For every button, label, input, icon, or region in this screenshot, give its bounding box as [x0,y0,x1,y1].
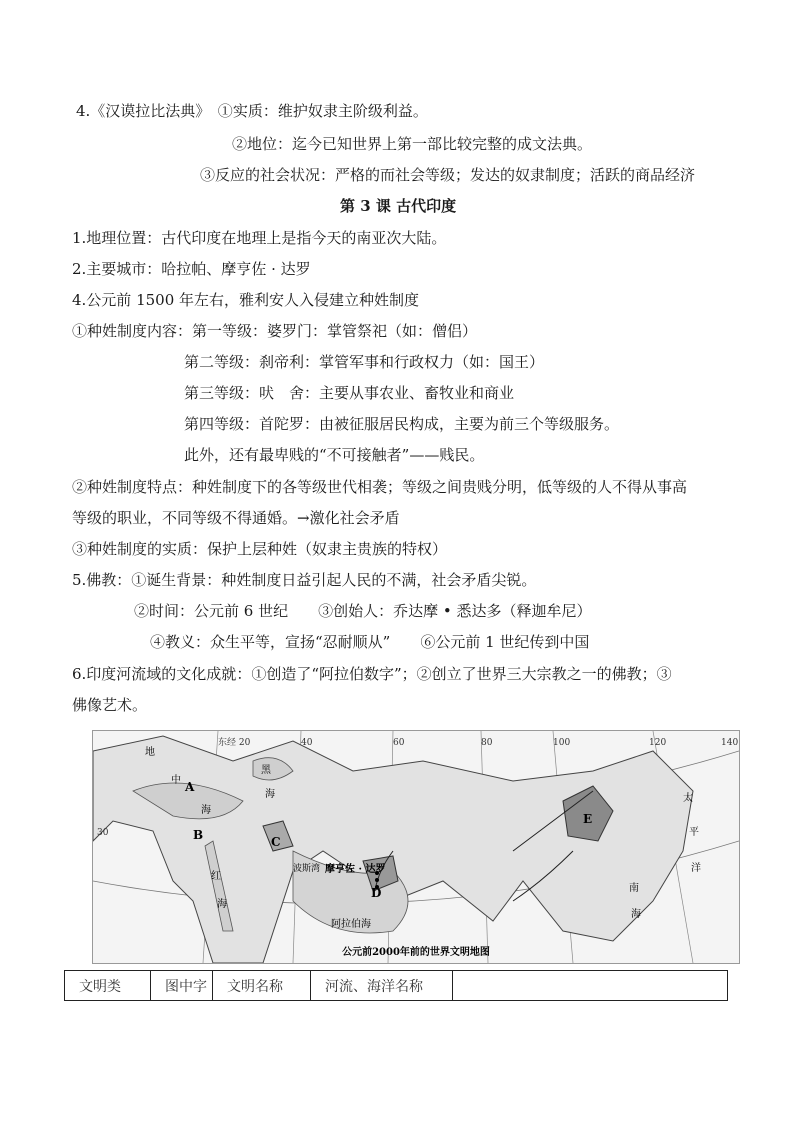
table-header-cell: 河流、海洋名称 [311,971,453,1000]
longitude-label: 80 [481,738,493,748]
civilization-table [64,970,728,1001]
text-line: ④教义：众生平等，宣扬“忍耐顺从” ⑥公元前 1 世纪传到中国 [150,633,590,651]
latitude-label: 30 [97,828,109,838]
map-letter: C [271,835,281,849]
text-line: ③反应的社会状况：严格的而社会等级；发达的奴隶制度；活跃的商品经济 [200,166,696,184]
text-line: 第三等级：吠 舍：主要从事农业、畜牧业和商业 [184,384,515,402]
map-caption: 公元前2000年前的世界文明地图 [342,947,490,958]
text-line: 2.主要城市：哈拉帕、摩亨佐 · 达罗 [72,260,311,278]
text-line: ②地位：迄今已知世界上第一部比较完整的成文法典。 [232,135,593,153]
map-drawing [93,731,739,963]
city-dot [375,878,379,882]
text-line: 佛像艺术。 [72,696,148,714]
sea-label: 波斯湾 [293,864,321,874]
map-letter: B [193,828,204,842]
table-header-cell: 图中字 [151,971,213,1000]
text-line: 4.公元前 1500 年左右，雅利安人入侵建立种姓制度 [72,291,420,309]
text-line: 等级的职业，不同等级不得通婚。→激化社会矛盾 [72,509,400,527]
table-header-cell [453,971,727,1000]
text-line: 第四等级：首陀罗：由被征服居民构成，主要为前三个等级服务。 [184,415,620,433]
text-line: ②种姓制度特点：种姓制度下的各等级世代相袭；等级之间贵贱分明，低等级的人不得从事高 [72,478,688,496]
longitude-label: 120 [649,738,667,748]
map-letter: D [371,886,382,900]
longitude-label: 140 [721,738,739,748]
sea-label: 太 [683,793,693,804]
map-letter: A [185,780,195,794]
city-label: 摩亨佐 · 达罗 [325,864,386,875]
sea-label: 南 [629,883,639,894]
text-line: ③种姓制度的实质：保护上层种姓（奴隶主贵族的特权） [72,540,448,558]
sea-label: 海 [265,789,275,800]
map-letter: E [583,812,593,826]
world-civilization-map [92,730,740,964]
text-line: ②时间：公元前 6 世纪 ③创始人：乔达摩 • 悉达多（释迦牟尼） [134,602,592,620]
longitude-label: 60 [393,738,405,748]
sea-label: 阿拉伯海 [331,919,371,930]
text-line: 4.《汉谟拉比法典》 ①实质：维护奴隶主阶级利益。 [76,102,428,120]
text-line: 5.佛教：①诞生背景：种姓制度日益引起人民的不满，社会矛盾尖锐。 [72,571,537,589]
text-line: 1.地理位置：古代印度在地理上是指今天的南亚次大陆。 [72,229,447,247]
sea-label: 海 [201,805,211,816]
table-header-cell: 文明名称 [213,971,311,1000]
sea-label: 海 [631,909,641,920]
longitude-label: 40 [301,738,313,748]
sea-label: 洋 [691,863,701,874]
text-line: 第二等级：刹帝利：掌管军事和行政权力（如：国王） [184,353,545,371]
sea-label: 海 [217,899,227,910]
text-line: ①种姓制度内容：第一等级：婆罗门：掌管祭祀（如：僧侣） [72,322,478,340]
lesson-title: 第 3 课 古代印度 [340,197,457,215]
text-line: 此外，还有最卑贱的“不可接触者”——贱民。 [184,446,485,464]
longitude-label: 100 [553,738,571,748]
sea-label: 中 [171,775,181,786]
sea-label: 红 [211,871,221,882]
sea-label: 地 [145,747,155,758]
sea-label: 黑 [261,765,271,776]
sea-label: 平 [689,827,699,838]
longitude-label: 东经 20 [218,738,251,748]
table-header-cell: 文明类 [65,971,151,1000]
text-line: 6.印度河流域的文化成就：①创造了“阿拉伯数字”；②创立了世界三大宗教之一的佛教；③ [72,665,672,683]
